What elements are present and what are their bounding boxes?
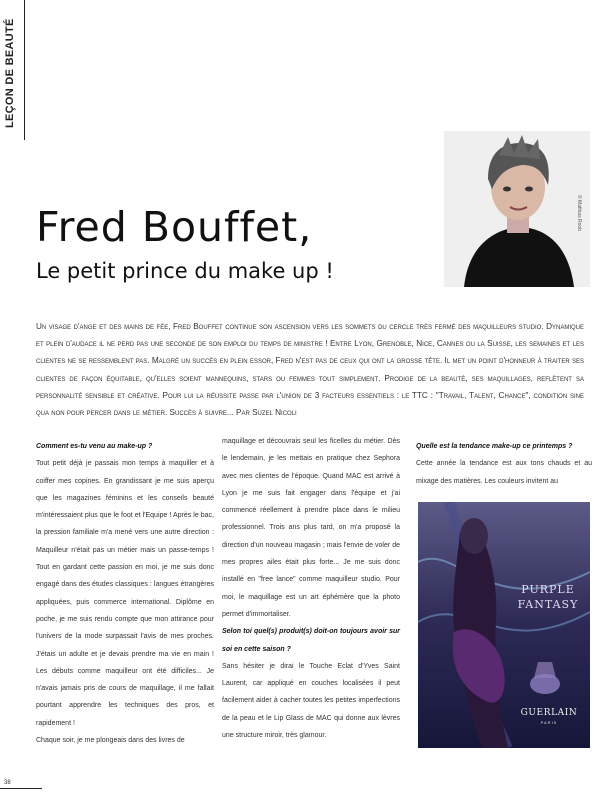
ad-headline-line-1: PURPLE — [521, 583, 575, 596]
column-3-text: Cette année la tendance est aux tons chauds et au mixage des matières. Les couleurs invitent au — [416, 460, 592, 485]
column-2 — [222, 433, 400, 744]
column-1 — [36, 438, 214, 749]
column-1-text: Tout petit déjà je passais mon temps à maquiller et à coiffer mes copines. En grandissant je me suis aperçu que les magazines féminins et les conseils beauté m'intéressaient plus que le foot et l'Equipe ! Après le bac, la pression familiale m'a mené vers une autre direction : Maquilleur n'était pas un métier mais un passe-temps ! Tout en gardant cette passion en moi, je me suis donc engagé dans des études classiques : langues étrangères appliquées, puis commerce international. Diplôme en poche, je me suis rendu compte que mon attirance pour l'univers de la mode surpassait l'avis de mes proches. J'étais un adulte et je devais prendre ma vie en main ! Les débuts comme maquilleur ont été difficiles... Je n'avais jamais pris de cours de maquillage, il me fallait pourtant apprendre les techniques des pros, et rapidement ! — [36, 460, 214, 727]
footer-rule — [0, 788, 42, 789]
section-tab-label: LEÇON DE BEAUTÉ — [4, 18, 16, 128]
column-2-text: maquillage et découvrais seul les ficelles du métier. Dès le lendemain, je les mettais en pratique chez Sephora avec mes clientes de l'époque. Quand MAC est arrivé à Lyon je me suis fait engager dans l'équipe et j'ai commencé réellement à prendre place dans le milieu professionnel. Trois ans plus tard, on m'a proposé la direction d'un nouveau magasin ; mais l'envie de voler de mes propres ailes était plus forte... Je me suis donc installé en "free lance" comme maquilleur studio. Pour moi, le maquillage est un art éphémère que la photo permet d'immortaliser. — [222, 438, 400, 618]
ad-brand: GUERLAIN — [520, 708, 578, 718]
page-number: 38 — [4, 780, 11, 786]
question-2: Selon toi quel(s) produit(s) doit-on toujours avoir sur soi en cette saison ? — [222, 628, 400, 653]
question-3: Quelle est la tendance make-up ce printemps ? — [416, 443, 573, 450]
section-tab — [0, 0, 25, 140]
question-1: Comment es-tu venu au make-up ? — [36, 443, 153, 450]
ad-city: PARIS — [540, 720, 558, 725]
article-subtitle: Le petit prince du make up ! — [36, 259, 334, 283]
portrait-photo — [444, 131, 590, 287]
column-2-text-2: Sans hésiter je dirai le Touche Eclat d'Yves Saint Laurent, car appliqué en couches localisées il peut facilement aider à cacher toutes les petites imperfections de la peau et le Lip Glass de MAC qui donne aux lèvres une structure miroir, très glamour. — [222, 662, 400, 740]
portrait-image — [444, 131, 590, 287]
column-3 — [416, 438, 592, 490]
perfume-advertisement — [418, 502, 590, 748]
article-intro: Un visage d'ange et des mains de fée, Fred Bouffet continue son ascension vers les sommets du cercle très fermé des maquilleurs studio. Dynamique et plein d'audace il ne perd pas une seconde de son emploi du temps de ministre ! Entre Lyon, Grenoble, Nice, Cannes ou la Suisse, les semaines et les clientes ne se ressemblent pas. Malgré un succès en plein essor, Fred n'est pas de ceux qui ont la grosse tête. Il met un point d'honneur à traiter ses clientes de façon équitable, qu'elles soient mannequins, stars ou femmes tout simplement. Prodige de la beauté, ses maquillages, reflètent sa personnalité sensible et créative. Pour lui la réussite passe par l'union de 3 facteurs essentiels : le TTC : "Travail, Talent, Chance", condition sine qua non pour percer dans le métier. Succès à suivre... Par Suzel Nicoli — [36, 322, 584, 418]
ad-headline-line-2: FANTASY — [517, 598, 579, 611]
article-title: Fred Bouffet, — [36, 203, 313, 251]
photo-credit: © Mathias Roob — [576, 195, 582, 231]
ad-headline — [508, 582, 588, 612]
column-1-text-2: Chaque soir, je me plongeais dans des livres de — [36, 737, 185, 745]
